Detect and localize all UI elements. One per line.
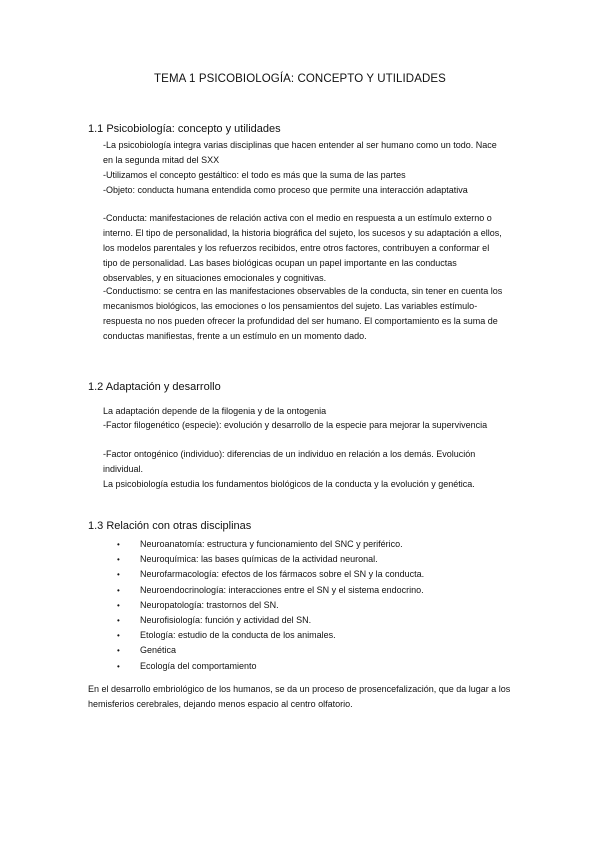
list-item: • Neurofisiología: función y actividad del SN. — [103, 613, 523, 628]
paragraph: La adaptación depende de la filogenia y de la ontogenia — [103, 406, 327, 416]
section-heading-1-3: 1.3 Relación con otras disciplinas — [88, 520, 252, 532]
list-item: • Etología: estudio de la conducta de los animales. — [103, 628, 523, 643]
bullet-icon: • — [117, 570, 120, 580]
bullet-icon: • — [117, 555, 120, 565]
bullet-icon: • — [117, 646, 120, 656]
closing-paragraph: En el desarrollo embriológico de los humanos, se da un proceso de prosencefalización, que da lugar a los hemisferios cerebrales, dejando menos espacio al centro olfatorio. — [88, 684, 511, 709]
paragraph: La psicobiología estudia los fundamentos biológicos de la conducta y la evolución y genética. — [103, 479, 475, 489]
paragraph: -La psicobiología integra varias disciplinas que hacen entender al ser humano como un todo. Nace en la segunda mitad del SXX — [103, 140, 497, 165]
bullet-icon: • — [117, 540, 120, 549]
bullet-icon: • — [117, 585, 120, 595]
paragraph: -Factor ontogénico (individuo): diferencias de un individuo en relación a los demás. Evolución individual. — [103, 449, 476, 474]
paragraph: -Utilizamos el concepto gestáltico: el todo es más que la suma de las partes — [103, 170, 406, 180]
list-item: • Neuropatología: trastornos del SN. — [103, 598, 523, 613]
document-title: TEMA 1 PSICOBIOLOGÍA: CONCEPTO Y UTILIDADES — [154, 73, 446, 85]
section-heading-1-1: 1.1 Psicobiología: concepto y utilidades — [88, 123, 281, 135]
bullet-icon: • — [117, 631, 120, 641]
section-heading-1-2: 1.2 Adaptación y desarrollo — [88, 381, 221, 393]
list-item: • Neurofarmacología: efectos de los fármacos sobre el SN y la conducta. — [103, 567, 523, 582]
paragraph: -Objeto: conducta humana entendida como proceso que permite una interacción adaptativa — [103, 185, 468, 195]
list-item: • Ecología del comportamiento — [103, 659, 523, 674]
list-item: • Genética — [103, 643, 523, 658]
paragraph: -Conductismo: se centra en las manifestaciones observables de la conducta, sin tener en cuenta los mecanismos biológicos, las emociones o los pensamientos del sujeto. Las variables estímulo-respuesta no nos pueden ofrecer la profundidad del ser humano. El comportamiento es la suma de conductas manifiestas, frente a un estímulo en un momento dado. — [103, 286, 503, 341]
bullet-icon: • — [117, 600, 120, 610]
list-item: • Neuroanatomía: estructura y funcionamiento del SNC y periférico. — [103, 537, 523, 552]
paragraph: -Factor filogenético (especie): evolución y desarrollo de la especie para mejorar la supervivencia — [103, 420, 488, 430]
list-item: • Neuroquímica: las bases químicas de la actividad neuronal. — [103, 552, 523, 567]
bullet-icon: • — [117, 616, 120, 626]
disciplines-list — [103, 537, 523, 674]
paragraph: -Conducta: manifestaciones de relación activa con el medio en respuesta a un estímulo externo o interno. El tipo de personalidad, la historia biográfica del sujeto, los sucesos y su adaptación a ellos, los modelos parentales y los refuerzos recibidos, entre otros factores, contribuyen a conformar el tipo de personalidad. Las bases biológicas ocupan un papel importante en las conductas observables, y en situaciones emocionales y cognitivas. — [103, 213, 502, 283]
bullet-icon: • — [117, 661, 120, 671]
list-item: • Neuroendocrinología: interacciones entre el SN y el sistema endocrino. — [103, 583, 523, 598]
